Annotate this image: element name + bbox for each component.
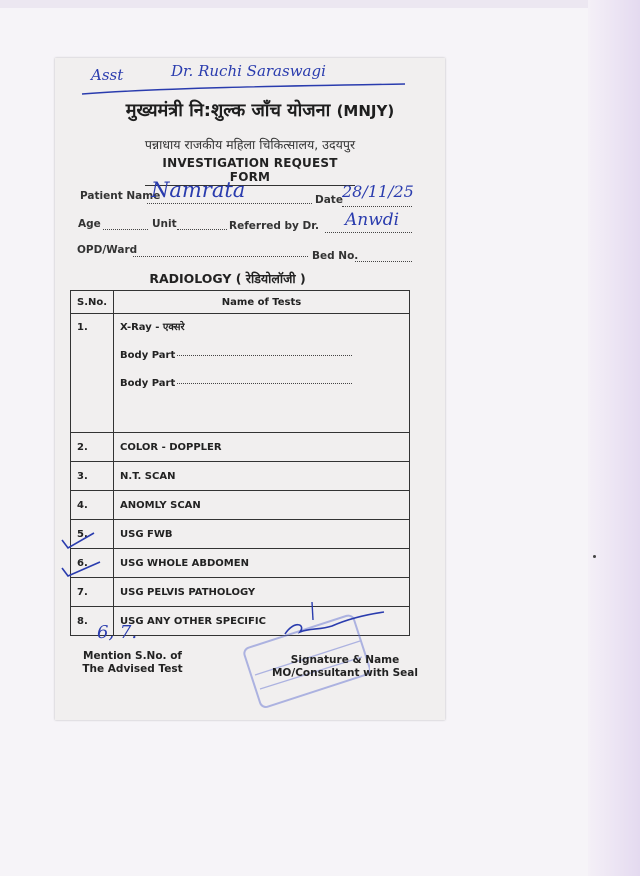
- body-part-label: Body Part: [120, 378, 176, 389]
- body-part-line[interactable]: [177, 355, 352, 356]
- hospital-name: पन्नाधाय राजकीय महिला चिकित्सालय, उदयपुर: [144, 137, 356, 152]
- row-sno: 8.: [71, 607, 114, 636]
- scan-border-right: [588, 0, 640, 876]
- table-row[interactable]: [71, 549, 410, 578]
- date-value[interactable]: 28/11/25: [342, 182, 414, 201]
- date-line: [342, 206, 412, 207]
- test-name: USG FWB: [114, 520, 410, 549]
- checkmark-icon: [58, 558, 103, 580]
- section-heading: RADIOLOGY ( रेडियोलॉजी ): [149, 271, 306, 286]
- patient-name-line: [147, 203, 312, 204]
- tests-table: [70, 290, 410, 636]
- table-row[interactable]: [71, 433, 410, 462]
- row-sno: 4.: [71, 491, 114, 520]
- pen-underline: [80, 80, 410, 98]
- row-sno: 6.: [71, 549, 114, 578]
- test-name: ANOMLY SCAN: [114, 491, 410, 520]
- test-name: COLOR - DOPPLER: [114, 433, 410, 462]
- signature-label: Signature & Name MO/Consultant with Seal: [271, 654, 418, 679]
- scheme-title: मुख्यमंत्री नि:शुल्क जाँच योजना (MNJY): [125, 100, 395, 121]
- handwritten-corner-note: Asst: [91, 66, 124, 84]
- col-sno: S.No.: [71, 291, 114, 314]
- age-label: Age: [78, 218, 101, 230]
- table-row: [71, 314, 410, 433]
- checkmark-icon: [58, 530, 98, 552]
- body-part-line[interactable]: [177, 383, 352, 384]
- patient-name-value[interactable]: Namrata: [151, 178, 246, 202]
- bed-no-label: Bed No.: [312, 250, 359, 262]
- mention-sno-label: Mention S.No. of The Advised Test: [82, 650, 183, 675]
- unit-label: Unit: [152, 218, 177, 230]
- test-name: X-Ray - एक्सरे: [120, 322, 185, 333]
- referred-by-value[interactable]: Anwdi: [345, 210, 400, 230]
- table-row[interactable]: [71, 520, 410, 549]
- row-sno: 3.: [71, 462, 114, 491]
- test-name: USG ANY OTHER SPECIFIC: [114, 607, 410, 636]
- signature: [280, 598, 390, 643]
- age-line: [103, 229, 148, 230]
- row-sno: 2.: [71, 433, 114, 462]
- referred-by-label: Referred by Dr.: [229, 220, 319, 232]
- row-sno: 5.: [71, 520, 114, 549]
- table-row[interactable]: [71, 491, 410, 520]
- table-row[interactable]: [71, 462, 410, 491]
- bed-no-line: [355, 261, 412, 262]
- row-sno: 7.: [71, 578, 114, 607]
- advised-tests-value[interactable]: 6, 7.: [97, 622, 138, 643]
- form-title: INVESTIGATION REQUEST FORM: [145, 156, 355, 186]
- test-name: USG PELVIS PATHOLOGY: [114, 578, 410, 607]
- unit-line: [177, 229, 227, 230]
- scan-border-top: [0, 0, 640, 8]
- row-sno: 1.: [71, 314, 114, 433]
- table-header: [71, 291, 410, 314]
- opd-ward-line: [133, 256, 308, 257]
- xray-cell: [114, 314, 410, 433]
- patient-name-label: Patient Name: [80, 190, 161, 202]
- body-part-label: Body Part: [120, 350, 176, 361]
- date-label: Date: [315, 194, 343, 206]
- scan-speck: [593, 555, 596, 558]
- request-form: [55, 58, 445, 720]
- handwritten-doctor-name: Dr. Ruchi Saraswagi: [171, 62, 326, 80]
- referred-by-line: [325, 232, 412, 233]
- test-name: USG WHOLE ABDOMEN: [114, 549, 410, 578]
- col-test-name: Name of Tests: [114, 291, 410, 314]
- opd-ward-label: OPD/Ward: [77, 244, 138, 256]
- test-name: N.T. SCAN: [114, 462, 410, 491]
